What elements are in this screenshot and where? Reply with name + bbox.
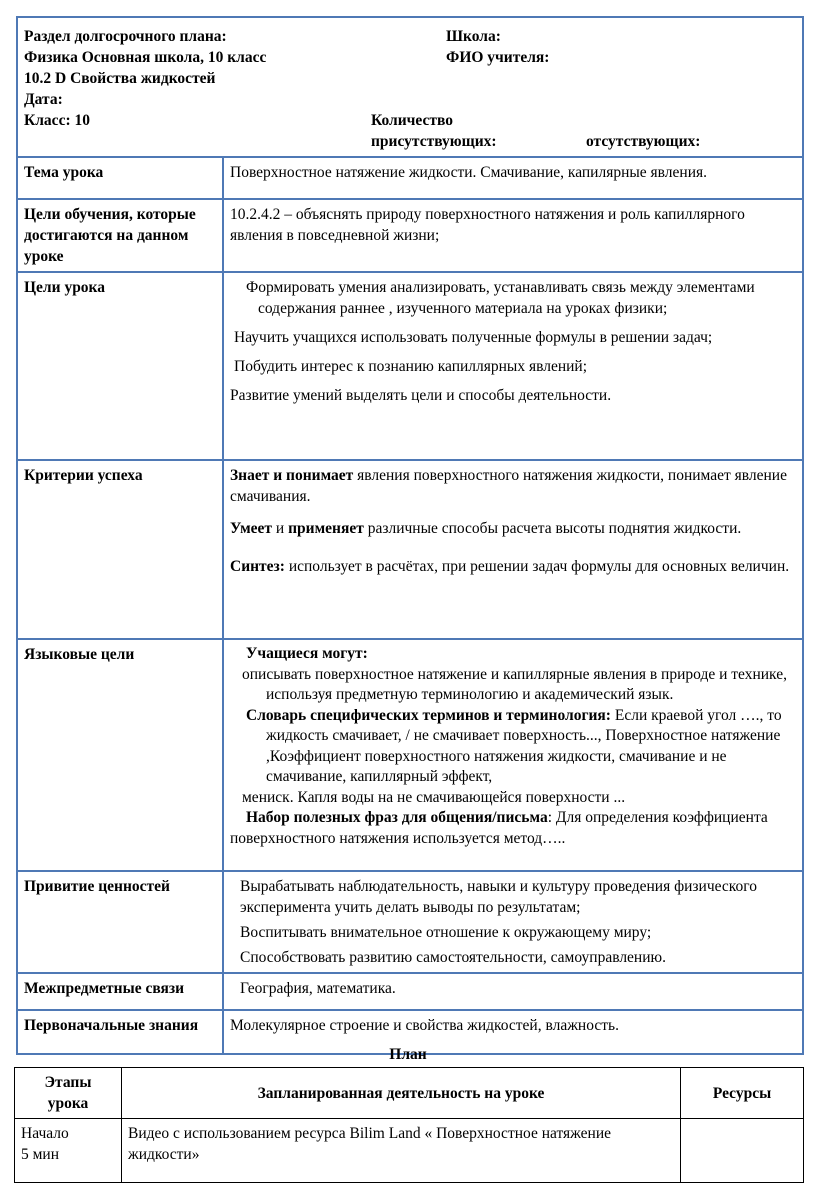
knows-text: явления поверхностного натяжения жидкости, понимает явление смачивания. (230, 467, 787, 505)
vocab-text-2: мениск. Капля воды на не смачивающейся поверхности ... (242, 788, 626, 806)
stage-time: 5 мин (21, 1146, 60, 1163)
topic-row (17, 157, 803, 199)
success-criteria-row (17, 460, 803, 639)
value-item: Вырабатывать наблюдательность, навыки и культуру проведения физического эксперимента учить делать выводы по результатам; (240, 878, 758, 916)
lesson-goal-item: Научить учащихся использовать полученные формулы в решении задач; (234, 329, 713, 346)
synthesis-text: использует в расчётах, при решении задач формулы для основных величин. (284, 558, 790, 575)
plan-title: План (389, 1046, 427, 1063)
class-label: Класс: 10 (24, 112, 90, 129)
stage-header: Этапы урока (15, 1068, 122, 1119)
vocab-text: Если краевой угол …., то жидкость смачивает, / не смачивает поверхность..., Поверхностное натяжение ,Коэффициент поверхностного натяжения жидкости, смачивание и не смачивание, капиллярный эффект, (266, 706, 782, 785)
cross-curricular-text: География, математика. (223, 973, 803, 1010)
applies-bold: применяет (288, 520, 364, 537)
success-synthesis (230, 555, 796, 579)
lesson-goals-label: Цели урока (17, 272, 223, 460)
prior-knowledge-label: Первоначальные знания (17, 1010, 223, 1054)
lesson-goal-item: Развитие умений выделять цели и способы деятельности. (230, 387, 612, 404)
values-row (17, 871, 803, 973)
success-criteria-label: Критерии успеха (17, 460, 223, 639)
cross-curricular-label: Межпредметные связи (17, 973, 223, 1010)
language-goals-label: Языковые цели (17, 639, 223, 871)
cross-curricular-row (17, 973, 803, 1010)
plan-section-label: Раздел долгосрочного плана: (24, 28, 227, 45)
success-applies (230, 517, 796, 541)
value-item: Способствовать развитию самостоятельности, самоуправлению. (240, 949, 666, 966)
teacher-label: ФИО учителя: (446, 49, 550, 66)
success-criteria-cell (223, 460, 803, 639)
values-label: Привитие ценностей (17, 871, 223, 973)
and-text: и (272, 520, 289, 537)
success-knows (230, 465, 796, 507)
absent-label: отсутствующих: (586, 133, 701, 150)
lesson-goal-item: Формировать умения анализировать, устанавливать связь между элементами содержания раннее , изученного материала на уроках физики; (246, 279, 755, 317)
learning-goals-label: Цели обучения, которые достигаются на данном уроке (17, 199, 223, 272)
value-item: Воспитывать внимательное отношение к окружающему миру; (240, 924, 652, 941)
learning-goals-row (17, 199, 803, 272)
plan-table (14, 1067, 804, 1183)
phrases-text: : Для определения коэффициента поверхностного натяжения используется метод….. (230, 809, 768, 847)
vocab-bold: Словарь специфических терминов и терминология: (246, 706, 611, 724)
header-row (17, 17, 803, 157)
stage-name: Начало (21, 1125, 69, 1142)
language-goals-cell (223, 639, 803, 871)
activity-cell: Видео с использованием ресурса Bilim Land « Поверхностное натяжение жидкости» (122, 1119, 681, 1183)
describe-text: описывать поверхностное натяжение и капиллярные явления в природе и технике, используя предметную терминологию и академический язык. (242, 665, 787, 703)
lesson-goals-row (17, 272, 803, 460)
applies-text: различные способы расчета высоты поднятия жидкости. (363, 520, 742, 537)
prior-knowledge-text: Молекулярное строение и свойства жидкостей, влажность. (223, 1010, 803, 1054)
can-bold: Умеет (230, 520, 273, 537)
date-label: Дата: (24, 91, 63, 108)
lesson-goals-cell (223, 272, 803, 460)
resources-cell (681, 1119, 804, 1183)
count-label: Количество (371, 112, 453, 129)
synthesis-bold: Синтез: (230, 558, 285, 575)
values-cell (223, 871, 803, 973)
lesson-plan-table (16, 16, 804, 1055)
subject-label: Физика Основная школа, 10 класс (24, 49, 267, 66)
topic-label: Тема урока (17, 157, 223, 199)
plan-header-row (15, 1068, 804, 1119)
students-can: Учащиеся могут: (246, 645, 368, 662)
activity-header: Запланированная деятельность на уроке (122, 1068, 681, 1119)
plan-row (15, 1119, 804, 1183)
header-cell (17, 17, 803, 157)
topic-text: Поверхностное натяжение жидкости. Смачивание, капилярные явления. (223, 157, 803, 199)
lesson-goal-item: Побудить интерес к познанию капиллярных явлений; (234, 358, 588, 375)
unit-label: 10.2 D Свойства жидкостей (24, 70, 216, 87)
language-goals-row (17, 639, 803, 871)
phrases-bold: Набор полезных фраз для общения/письма (246, 809, 548, 826)
present-label: присутствующих: (371, 133, 497, 150)
resources-header: Ресурсы (681, 1068, 804, 1119)
knows-bold: Знает и понимает (230, 467, 354, 484)
school-label: Школа: (446, 28, 501, 45)
vocab-paragraph (230, 706, 796, 788)
learning-goals-text: 10.2.4.2 – объяснять природу поверхностного натяжения и роль капиллярного явления в повседневной жизни; (223, 199, 803, 272)
phrases-paragraph (230, 808, 796, 849)
stage-cell (15, 1119, 122, 1183)
